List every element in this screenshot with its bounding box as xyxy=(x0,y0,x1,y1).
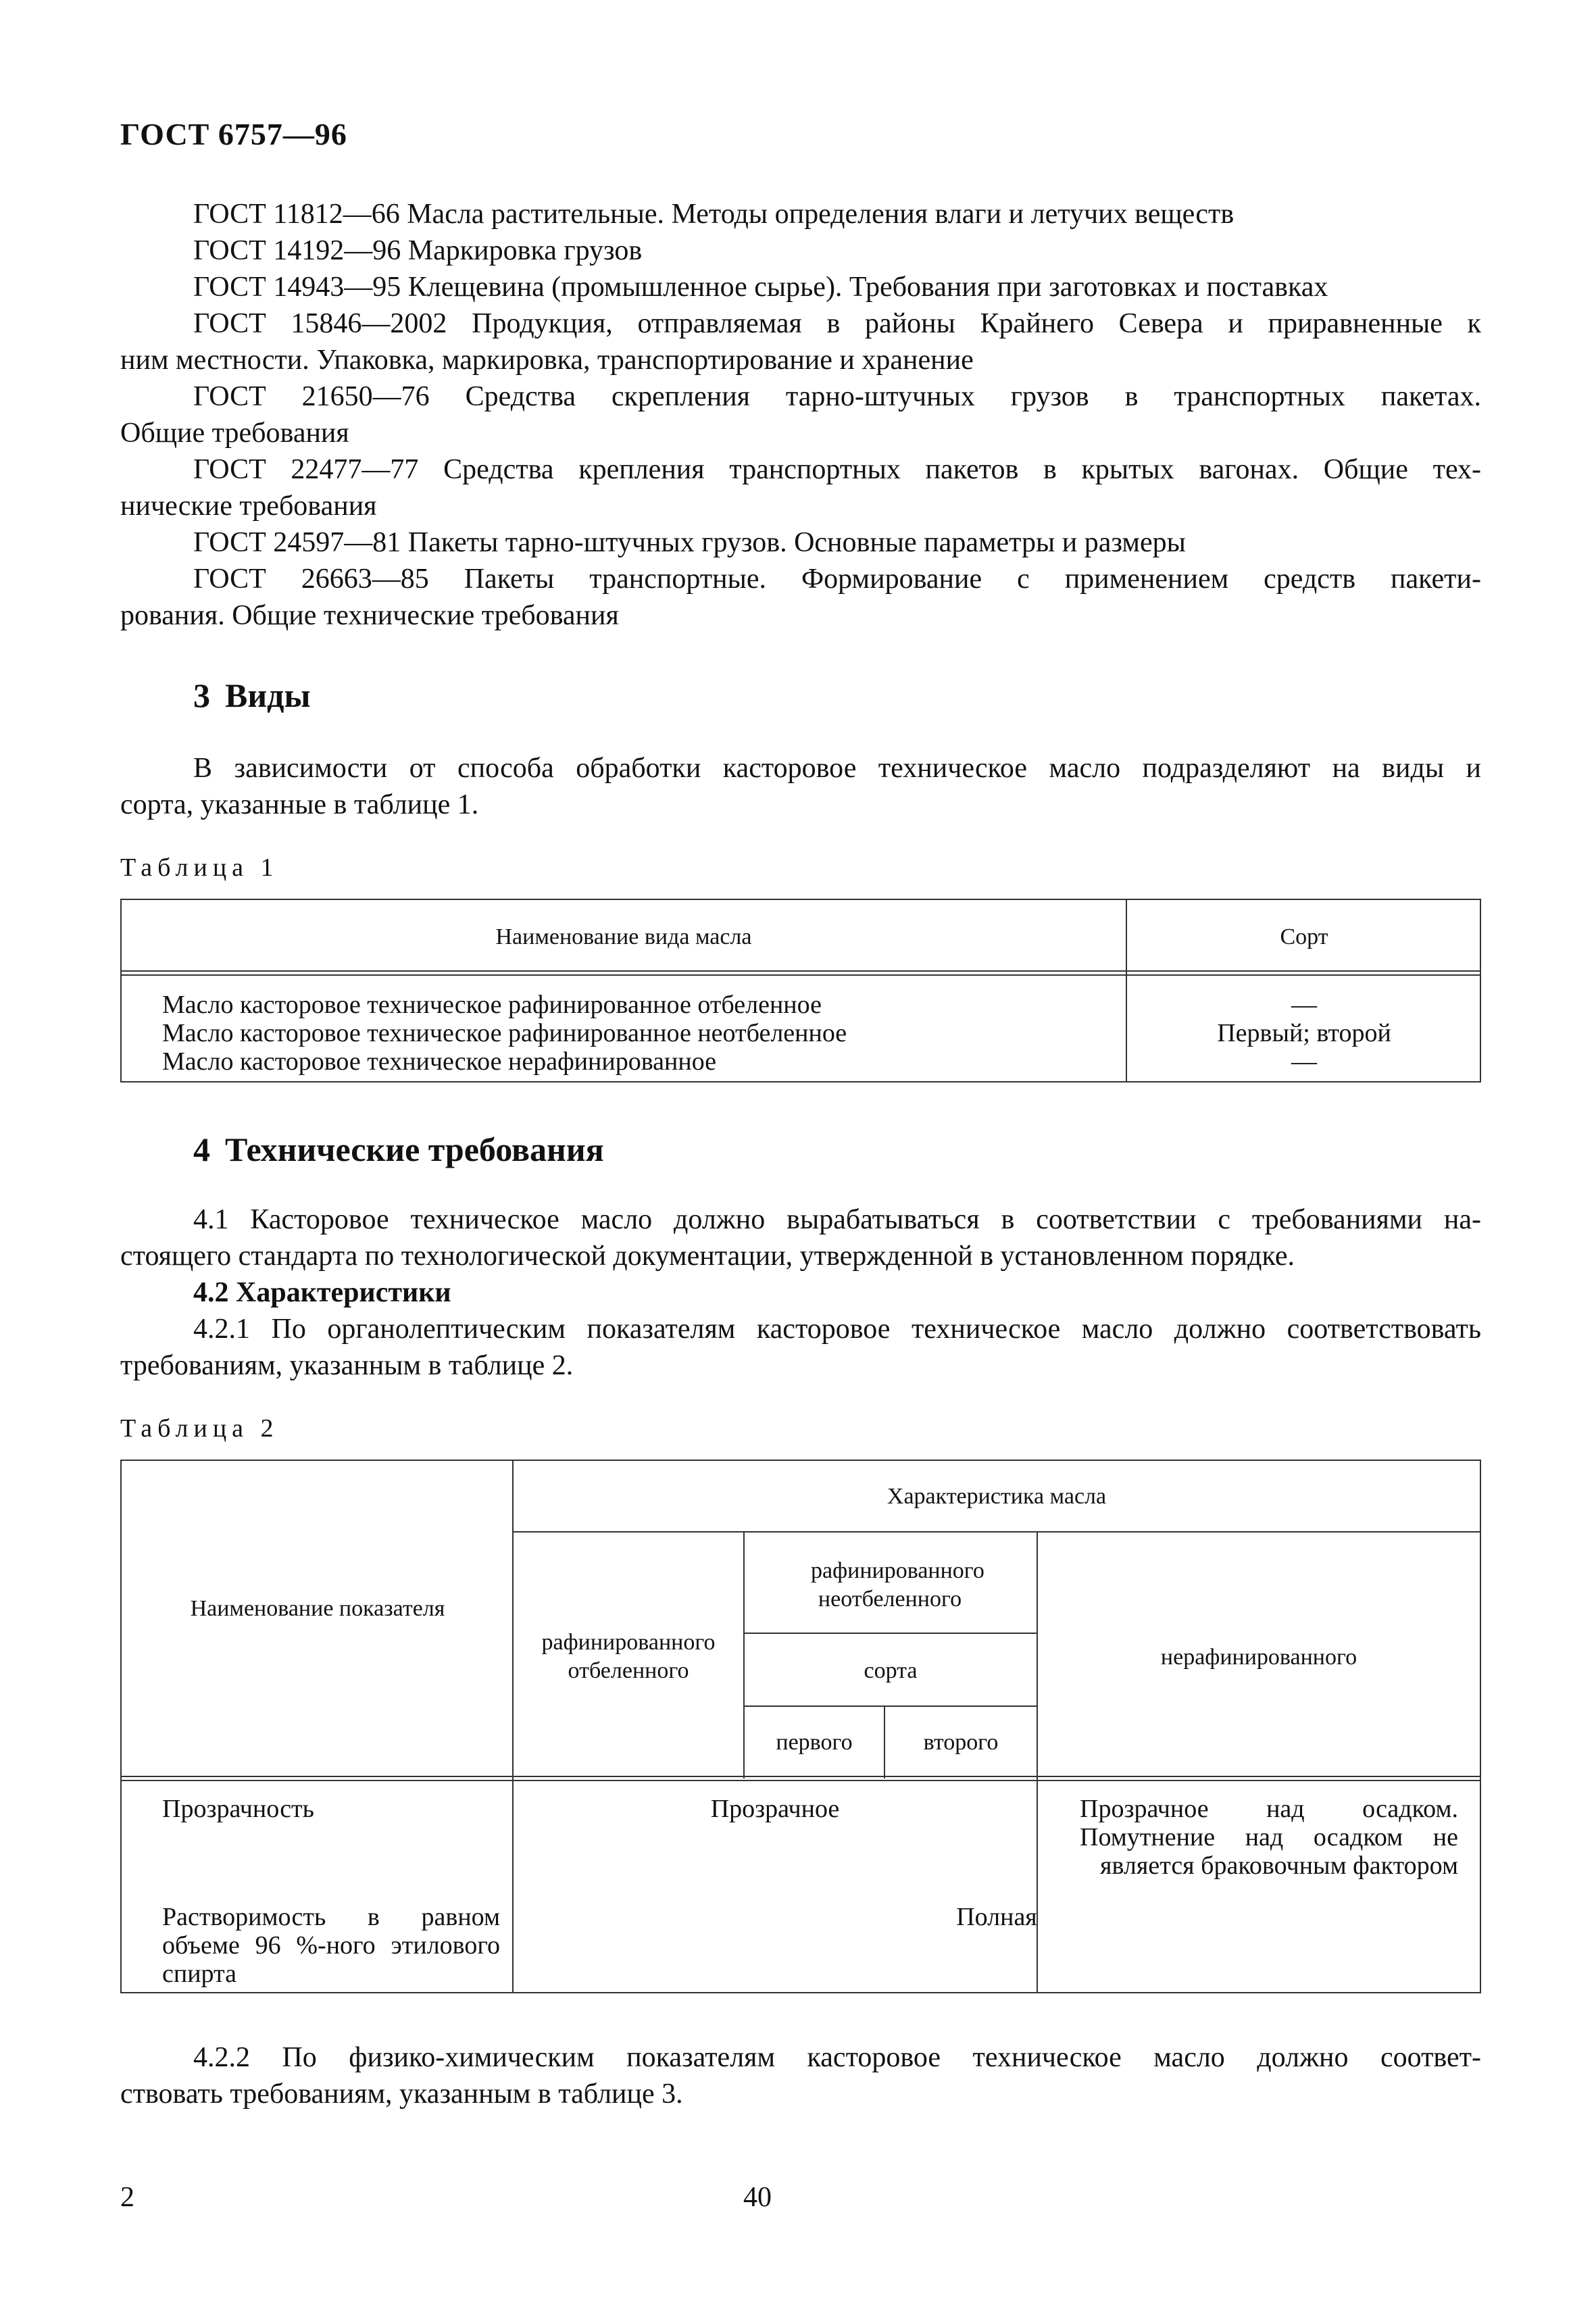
section-number: 3 xyxy=(193,676,210,714)
paragraph-line: сорта, указанные в таблице 1. xyxy=(120,789,479,820)
reference-text: Пакеты транспортные. Формирование с применением средств пакети- xyxy=(464,564,1481,595)
reference-text: Средства крепления транспортных пакетов в крытых вагонах. Общие тех- xyxy=(443,454,1482,485)
reference-text: Маркировка грузов xyxy=(407,235,643,266)
reference-code: ГОСТ 15846—2002 xyxy=(193,308,447,339)
reference-text: Клещевина (промышленное сырье). Требования при заготовках и поставках xyxy=(407,272,1328,303)
paragraph-text: 4.2.2 По физико-химическим показателям касторовое техническое масло должно соответ- xyxy=(193,2042,1481,2073)
page-number-left: 2 xyxy=(120,2182,134,2213)
reference-item xyxy=(120,561,1481,597)
paragraph xyxy=(120,1201,1481,1384)
table-cell: Масло касторовое техническое рафинированное отбеленное xyxy=(162,991,822,1019)
table-cell: Прозрачность xyxy=(162,1795,314,1823)
subsection-title: 4.2 Характеристики xyxy=(193,1277,451,1308)
reference-text: Средства скрепления тарно-штучных грузов в транспортных пакетах. xyxy=(465,381,1481,412)
section-number: 4 xyxy=(193,1130,210,1168)
paragraph-line xyxy=(120,1311,1481,1347)
reference-text: Пакеты тарно-штучных грузов. Основные параметры и размеры xyxy=(407,527,1186,558)
reference-list xyxy=(120,196,1481,634)
reference-text: Продукция, отправляемая в районы Крайнего Севера и приравненные к xyxy=(472,308,1481,339)
paragraph-line: стоящего стандарта по технологической документации, утвержденной в установленном порядке. xyxy=(120,1241,1295,1272)
reference-item xyxy=(120,524,1481,561)
column-header: сорта xyxy=(864,1658,918,1683)
table-caption: Таблица 2 xyxy=(120,1414,279,1443)
paragraph-line xyxy=(120,2039,1481,2076)
table-cell: Полная xyxy=(956,1903,1037,1931)
column-header: второго xyxy=(923,1730,999,1755)
reference-item xyxy=(120,232,1481,269)
table-caption: Таблица 1 xyxy=(120,853,279,882)
reference-continuation: Общие требования xyxy=(120,418,349,449)
table-cell: Прозрачное над осадком. Помутнение над осадком не является браковочным фактором xyxy=(1080,1795,1458,1880)
table-cell: Масло касторовое техническое нерафинированное xyxy=(162,1047,717,1076)
reference-code: ГОСТ 26663—85 xyxy=(193,564,429,595)
paragraph-line: ствовать требованиям, указанным в таблице 3. xyxy=(120,2078,683,2110)
paragraph-line xyxy=(120,750,1481,787)
column-header: Наименование вида масла xyxy=(495,924,752,949)
reference-item xyxy=(120,196,1481,232)
table-cell: — xyxy=(1291,1047,1317,1076)
section-heading xyxy=(193,1130,604,1169)
table-cell: — xyxy=(1291,991,1317,1019)
column-header: первого xyxy=(776,1730,853,1755)
table-2 xyxy=(120,1460,1481,1993)
reference-code: ГОСТ 24597—81 xyxy=(193,527,401,558)
column-header: Сорт xyxy=(1280,924,1328,949)
paragraph xyxy=(120,750,1481,823)
column-header: Наименование показателя xyxy=(190,1596,445,1621)
reference-item xyxy=(120,378,1481,415)
column-header: нерафинированного xyxy=(1160,1645,1357,1670)
reference-code: ГОСТ 14943—95 xyxy=(193,272,401,303)
reference-item xyxy=(120,269,1481,305)
reference-code: ГОСТ 11812—66 xyxy=(193,199,400,230)
table-1 xyxy=(120,899,1481,1082)
reference-item xyxy=(120,305,1481,342)
reference-code: ГОСТ 22477—77 xyxy=(193,454,419,485)
section-title: Технические требования xyxy=(225,1130,604,1168)
reference-continuation: ним местности. Упаковка, маркировка, транспортирование и хранение xyxy=(120,345,974,376)
paragraph-text: 4.1 Касторовое техническое масло должно вырабатываться в соответствии с требованиями на- xyxy=(193,1204,1481,1235)
column-header: рафинированного неотбеленного xyxy=(811,1558,984,1612)
reference-code: ГОСТ 14192—96 xyxy=(193,235,401,266)
reference-continuation: рования. Общие технические требования xyxy=(120,600,619,631)
paragraph xyxy=(120,2039,1481,2112)
reference-continuation: нические требования xyxy=(120,491,377,522)
column-header: Характеристика масла xyxy=(887,1484,1107,1509)
paragraph-line xyxy=(120,1201,1481,1238)
reference-item xyxy=(120,451,1481,488)
section-title: Виды xyxy=(225,676,311,714)
reference-code: ГОСТ 21650—76 xyxy=(193,381,430,412)
paragraph-text: В зависимости от способа обработки касторовое техническое масло подразделяют на виды и xyxy=(193,753,1481,784)
table-cell: Растворимость в равном объеме 96 %-ного этилового спирта xyxy=(162,1903,500,1988)
table-cell: Прозрачное xyxy=(710,1795,840,1823)
table-cell: Масло касторовое техническое рафинированное неотбеленное xyxy=(162,1019,847,1047)
subsection-heading xyxy=(120,1274,1481,1311)
table-cell: Первый; второй xyxy=(1217,1019,1391,1047)
paragraph-line: требованиям, указанным в таблице 2. xyxy=(120,1350,574,1381)
section-heading xyxy=(193,676,311,715)
document-header: ГОСТ 6757—96 xyxy=(120,117,347,151)
paragraph-text: 4.2.1 По органолептическим показателям касторовое техническое масло должно соответствовать xyxy=(193,1314,1481,1345)
column-header: рафинированного отбеленного xyxy=(541,1630,716,1683)
reference-text: Масла растительные. Методы определения влаги и летучих веществ xyxy=(407,199,1235,230)
page-number-center: 40 xyxy=(743,2182,772,2213)
